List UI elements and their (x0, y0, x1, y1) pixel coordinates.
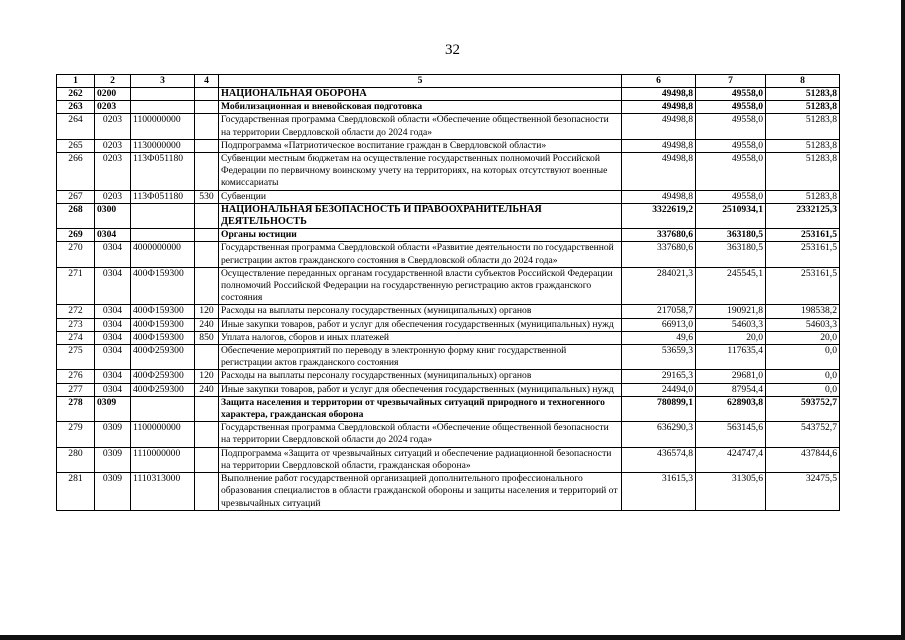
target-article-cell: 113Ф051180 (131, 190, 195, 203)
amount-year3-cell: 51283,8 (766, 139, 840, 152)
header-col-4: 4 (195, 75, 219, 88)
table-row (57, 203, 840, 228)
item-name-cell: Расходы на выплаты персоналу государственных (муниципальных) органов (219, 305, 622, 318)
section-code-cell: 0203 (95, 114, 131, 139)
table-row (57, 447, 840, 472)
section-code-cell: 0200 (95, 88, 131, 101)
amount-year1-cell: 3322619,2 (622, 203, 696, 228)
amount-year1-cell: 284021,3 (622, 267, 696, 305)
header-col-3: 3 (131, 75, 195, 88)
row-number-cell: 262 (57, 88, 95, 101)
expense-type-cell (195, 153, 219, 191)
amount-year3-cell: 198538,2 (766, 305, 840, 318)
amount-year2-cell: 54603,3 (696, 318, 766, 331)
amount-year3-cell: 253161,5 (766, 242, 840, 267)
item-name-cell: Расходы на выплаты персоналу государственных (муниципальных) органов (219, 370, 622, 383)
row-number-cell: 278 (57, 396, 95, 421)
target-article-cell: 400Ф159300 (131, 318, 195, 331)
row-number-cell: 280 (57, 447, 95, 472)
section-code-cell: 0304 (95, 318, 131, 331)
item-name-cell: Государственная программа Свердловской области «Обеспечение общественной безопасности на территории Свердловской области до 2024 года» (219, 114, 622, 139)
table-body (57, 88, 840, 511)
amount-year2-cell: 49558,0 (696, 139, 766, 152)
item-name-cell: Субвенции (219, 190, 622, 203)
row-number-cell: 273 (57, 318, 95, 331)
expense-type-cell: 240 (195, 318, 219, 331)
section-code-cell: 0304 (95, 267, 131, 305)
header-col-7: 7 (696, 75, 766, 88)
table-row (57, 114, 840, 139)
expense-type-cell (195, 267, 219, 305)
row-number-cell: 267 (57, 190, 95, 203)
section-code-cell: 0203 (95, 190, 131, 203)
item-name-cell: Подпрограмма «Патриотическое воспитание граждан в Свердловской области» (219, 139, 622, 152)
target-article-cell (131, 101, 195, 114)
table-row (57, 229, 840, 242)
amount-year2-cell: 363180,5 (696, 242, 766, 267)
expense-type-cell (195, 229, 219, 242)
amount-year3-cell: 253161,5 (766, 267, 840, 305)
target-article-cell: 400Ф159300 (131, 305, 195, 318)
expense-type-cell (195, 114, 219, 139)
table-row (57, 396, 840, 421)
amount-year2-cell: 363180,5 (696, 229, 766, 242)
table-row (57, 88, 840, 101)
target-article-cell: 1110000000 (131, 447, 195, 472)
expense-type-cell (195, 473, 219, 511)
row-number-cell: 272 (57, 305, 95, 318)
item-name-cell: Подпрограмма «Защита от чрезвычайных ситуаций и обеспечение радиационной безопасности на территории Свердловской области, гражданская оборона» (219, 447, 622, 472)
item-name-cell: Защита населения и территории от чрезвычайных ситуаций природного и техногенного характера, гражданская оборона (219, 396, 622, 421)
section-code-cell: 0203 (95, 153, 131, 191)
section-code-cell: 0304 (95, 370, 131, 383)
table-row (57, 370, 840, 383)
expense-type-cell: 120 (195, 370, 219, 383)
expense-type-cell (195, 396, 219, 421)
target-article-cell: 400Ф159300 (131, 331, 195, 344)
row-number-cell: 277 (57, 383, 95, 396)
expense-type-cell (195, 422, 219, 447)
amount-year1-cell: 217058,7 (622, 305, 696, 318)
amount-year1-cell: 53659,3 (622, 345, 696, 370)
header-col-8: 8 (766, 75, 840, 88)
amount-year3-cell: 51283,8 (766, 114, 840, 139)
row-number-cell: 263 (57, 101, 95, 114)
page-number: 32 (445, 42, 460, 58)
header-col-2: 2 (95, 75, 131, 88)
amount-year1-cell: 436574,8 (622, 447, 696, 472)
item-name-cell: Иные закупки товаров, работ и услуг для обеспечения государственных (муниципальных) нужд (219, 383, 622, 396)
table-row (57, 139, 840, 152)
item-name-cell: Выполнение работ государственной организацией дополнительного профессионального образования специалистов в области гражданской обороны и защиты населения и территорий от чрезвычайных ситуаций (219, 473, 622, 511)
row-number-cell: 269 (57, 229, 95, 242)
section-code-cell: 0309 (95, 473, 131, 511)
budget-table (56, 74, 840, 511)
table-row (57, 153, 840, 191)
header-col-5: 5 (219, 75, 622, 88)
row-number-cell: 271 (57, 267, 95, 305)
table-row (57, 422, 840, 447)
section-code-cell: 0309 (95, 396, 131, 421)
target-article-cell: 1130000000 (131, 139, 195, 152)
section-code-cell: 0300 (95, 203, 131, 228)
amount-year3-cell: 593752,7 (766, 396, 840, 421)
table-row (57, 331, 840, 344)
section-code-cell: 0304 (95, 305, 131, 318)
target-article-cell (131, 203, 195, 228)
amount-year1-cell: 31615,3 (622, 473, 696, 511)
target-article-cell: 1100000000 (131, 422, 195, 447)
amount-year2-cell: 245545,1 (696, 267, 766, 305)
amount-year1-cell: 49498,8 (622, 153, 696, 191)
item-name-cell: НАЦИОНАЛЬНАЯ БЕЗОПАСНОСТЬ И ПРАВООХРАНИТЕЛЬНАЯ ДЕЯТЕЛЬНОСТЬ (219, 203, 622, 228)
target-article-cell (131, 88, 195, 101)
table-row (57, 267, 840, 305)
amount-year2-cell: 628903,8 (696, 396, 766, 421)
amount-year2-cell: 190921,8 (696, 305, 766, 318)
item-name-cell: НАЦИОНАЛЬНАЯ ОБОРОНА (219, 88, 622, 101)
target-article-cell: 400Ф159300 (131, 267, 195, 305)
expense-type-cell (195, 101, 219, 114)
table-row (57, 473, 840, 511)
row-number-cell: 270 (57, 242, 95, 267)
section-code-cell: 0304 (95, 229, 131, 242)
amount-year2-cell: 49558,0 (696, 153, 766, 191)
amount-year2-cell: 49558,0 (696, 88, 766, 101)
row-number-cell: 279 (57, 422, 95, 447)
amount-year1-cell: 49498,8 (622, 190, 696, 203)
table-row (57, 318, 840, 331)
section-code-cell: 0304 (95, 331, 131, 344)
amount-year2-cell: 31305,6 (696, 473, 766, 511)
row-number-cell: 275 (57, 345, 95, 370)
amount-year2-cell: 49558,0 (696, 101, 766, 114)
amount-year3-cell: 0,0 (766, 370, 840, 383)
row-number-cell: 281 (57, 473, 95, 511)
header-col-6: 6 (622, 75, 696, 88)
amount-year2-cell: 2510934,1 (696, 203, 766, 228)
target-article-cell: 4000000000 (131, 242, 195, 267)
table-row (57, 305, 840, 318)
scan-edge-bottom (0, 635, 905, 640)
amount-year1-cell: 636290,3 (622, 422, 696, 447)
amount-year3-cell: 51283,8 (766, 153, 840, 191)
target-article-cell: 400Ф259300 (131, 345, 195, 370)
amount-year3-cell: 51283,8 (766, 190, 840, 203)
expense-type-cell (195, 447, 219, 472)
expense-type-cell: 530 (195, 190, 219, 203)
item-name-cell: Уплата налогов, сборов и иных платежей (219, 331, 622, 344)
expense-type-cell (195, 345, 219, 370)
amount-year1-cell: 49498,8 (622, 88, 696, 101)
expense-type-cell (195, 88, 219, 101)
amount-year3-cell: 51283,8 (766, 88, 840, 101)
item-name-cell: Осуществление переданных органам государственной власти субъектов Российской Федерации полномочий Российской Федерации на государственную регистрацию актов гражданского состояния (219, 267, 622, 305)
item-name-cell: Обеспечение мероприятий по переводу в электронную форму книг государственной регистрации актов гражданского состояния (219, 345, 622, 370)
item-name-cell: Государственная программа Свердловской области «Развитие деятельности по государственной регистрации актов гражданского состояния в Свердловской области до 2024 года» (219, 242, 622, 267)
amount-year3-cell: 2332125,3 (766, 203, 840, 228)
amount-year3-cell: 51283,8 (766, 101, 840, 114)
expense-type-cell (195, 242, 219, 267)
amount-year3-cell: 32475,5 (766, 473, 840, 511)
expense-type-cell: 240 (195, 383, 219, 396)
table-row (57, 190, 840, 203)
amount-year1-cell: 29165,3 (622, 370, 696, 383)
amount-year1-cell: 337680,6 (622, 229, 696, 242)
header-col-1: 1 (57, 75, 95, 88)
row-number-cell: 265 (57, 139, 95, 152)
target-article-cell: 400Ф259300 (131, 370, 195, 383)
item-name-cell: Иные закупки товаров, работ и услуг для обеспечения государственных (муниципальных) нужд (219, 318, 622, 331)
amount-year3-cell: 543752,7 (766, 422, 840, 447)
item-name-cell: Субвенции местным бюджетам на осуществление государственных полномочий Российской Федерации по первичному воинскому учету на территориях, на которых отсутствуют военные комиссариаты (219, 153, 622, 191)
row-number-cell: 274 (57, 331, 95, 344)
amount-year2-cell: 29681,0 (696, 370, 766, 383)
amount-year2-cell: 563145,6 (696, 422, 766, 447)
table-row (57, 383, 840, 396)
amount-year2-cell: 117635,4 (696, 345, 766, 370)
row-number-cell: 276 (57, 370, 95, 383)
section-code-cell: 0304 (95, 383, 131, 396)
amount-year1-cell: 49498,8 (622, 101, 696, 114)
row-number-cell: 264 (57, 114, 95, 139)
expense-type-cell: 120 (195, 305, 219, 318)
section-code-cell: 0304 (95, 345, 131, 370)
target-article-cell: 400Ф259300 (131, 383, 195, 396)
amount-year2-cell: 49558,0 (696, 114, 766, 139)
section-code-cell: 0309 (95, 422, 131, 447)
amount-year3-cell: 54603,3 (766, 318, 840, 331)
item-name-cell: Государственная программа Свердловской области «Обеспечение общественной безопасности на территории Свердловской области до 2024 года» (219, 422, 622, 447)
section-code-cell: 0203 (95, 139, 131, 152)
section-code-cell: 0304 (95, 242, 131, 267)
expense-type-cell: 850 (195, 331, 219, 344)
amount-year3-cell: 0,0 (766, 345, 840, 370)
amount-year1-cell: 49498,8 (622, 139, 696, 152)
amount-year1-cell: 49498,8 (622, 114, 696, 139)
amount-year3-cell: 437844,6 (766, 447, 840, 472)
scan-edge-right (901, 0, 905, 640)
row-number-cell: 266 (57, 153, 95, 191)
amount-year3-cell: 20,0 (766, 331, 840, 344)
section-code-cell: 0203 (95, 101, 131, 114)
table-row (57, 101, 840, 114)
amount-year1-cell: 780899,1 (622, 396, 696, 421)
section-code-cell: 0309 (95, 447, 131, 472)
amount-year2-cell: 20,0 (696, 331, 766, 344)
target-article-cell: 113Ф051180 (131, 153, 195, 191)
target-article-cell: 1100000000 (131, 114, 195, 139)
amount-year1-cell: 24494,0 (622, 383, 696, 396)
table-header-row (57, 75, 840, 88)
amount-year2-cell: 49558,0 (696, 190, 766, 203)
target-article-cell: 1110313000 (131, 473, 195, 511)
expense-type-cell (195, 139, 219, 152)
item-name-cell: Мобилизационная и вневойсковая подготовка (219, 101, 622, 114)
target-article-cell (131, 396, 195, 421)
amount-year2-cell: 424747,4 (696, 447, 766, 472)
row-number-cell: 268 (57, 203, 95, 228)
target-article-cell (131, 229, 195, 242)
table-row (57, 345, 840, 370)
amount-year1-cell: 66913,0 (622, 318, 696, 331)
table-row (57, 242, 840, 267)
expense-type-cell (195, 203, 219, 228)
item-name-cell: Органы юстиции (219, 229, 622, 242)
amount-year3-cell: 253161,5 (766, 229, 840, 242)
amount-year2-cell: 87954,4 (696, 383, 766, 396)
amount-year3-cell: 0,0 (766, 383, 840, 396)
amount-year1-cell: 49,6 (622, 331, 696, 344)
amount-year1-cell: 337680,6 (622, 242, 696, 267)
